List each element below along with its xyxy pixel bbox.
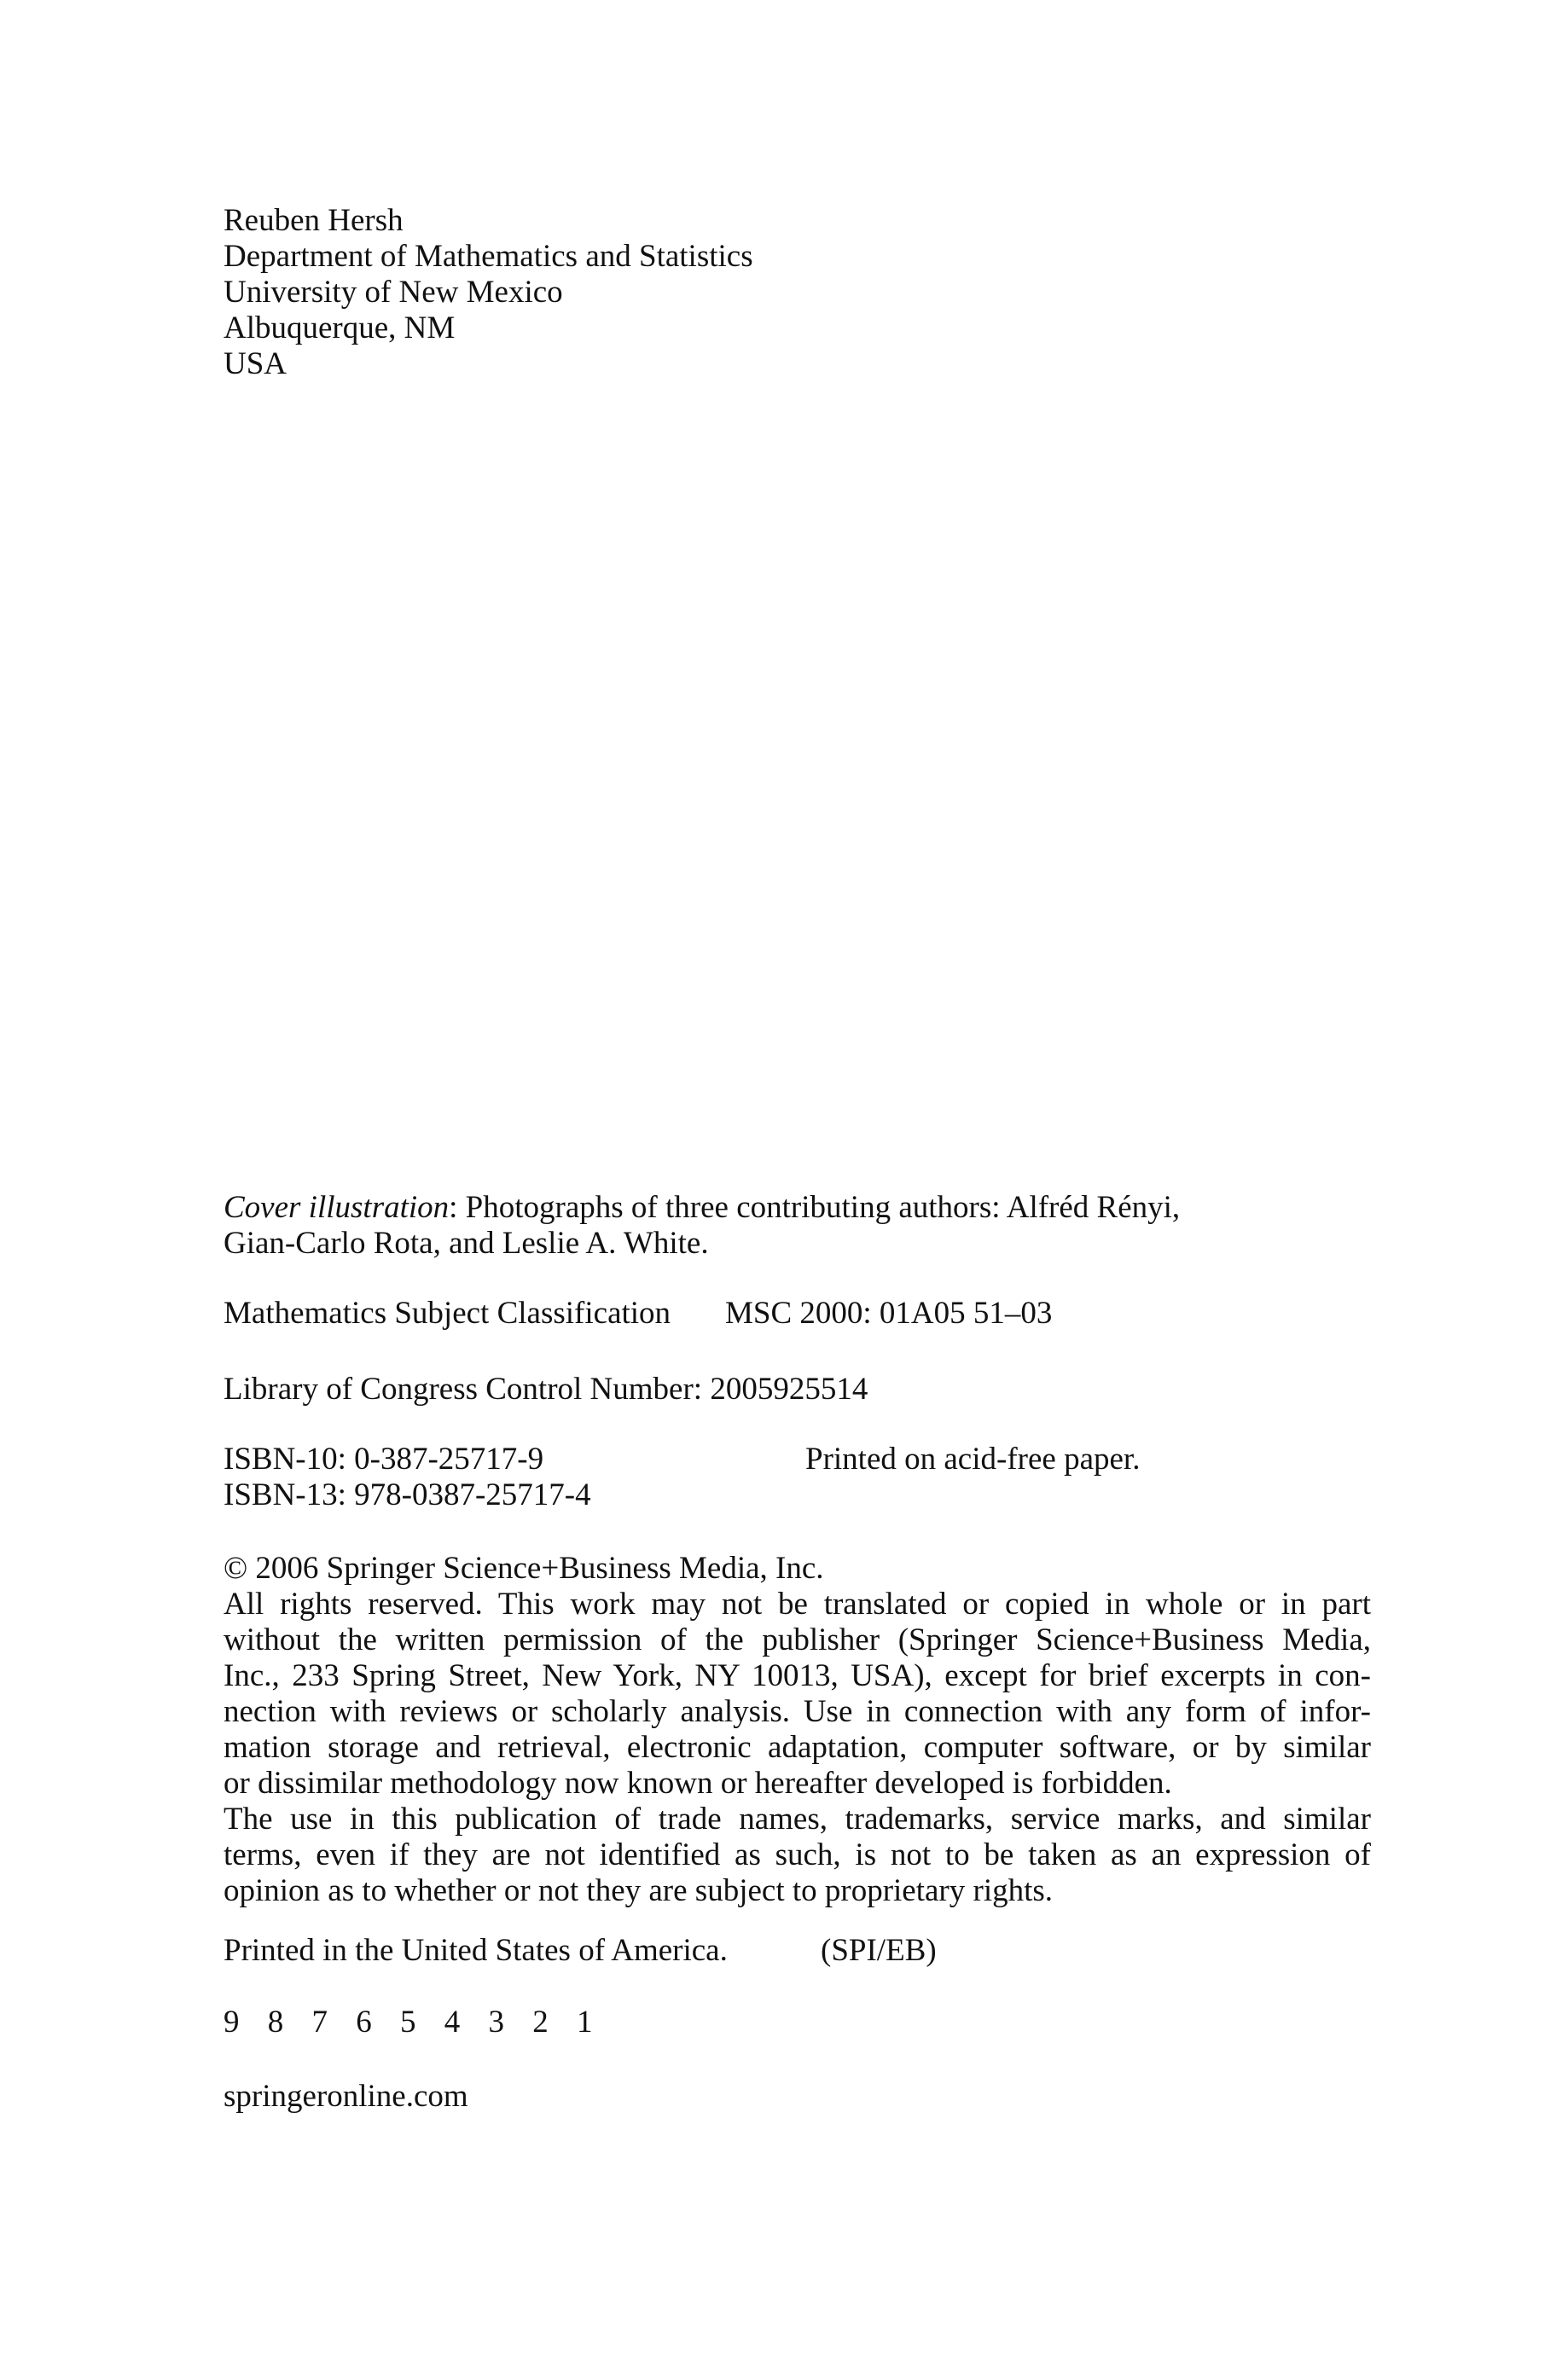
rights-line: nection with reviews or scholarly analysis. Use in connection with any form of infor-: [224, 1694, 1371, 1729]
author-city: Albuquerque, NM: [224, 311, 456, 345]
isbn-13: ISBN-13: 978-0387-25717-4: [224, 1477, 591, 1512]
publisher-website: [224, 2079, 1371, 2115]
author-department: Department of Mathematics and Statistics: [224, 239, 753, 274]
trademark-line-final: opinion as to whether or not they are subject to proprietary rights.: [224, 1873, 1054, 1908]
rights-line: Inc., 233 Spring Street, New York, NY 10013, USA), except for brief excerpts in con-: [224, 1658, 1371, 1693]
author-address: [224, 203, 1371, 382]
isbn-block: [224, 1442, 1371, 1513]
website-text: springeronline.com: [224, 2079, 468, 2114]
rights-line: without the written permission of the publisher (Springer Science+Business Media,: [224, 1622, 1371, 1657]
author-name: Reuben Hersh: [224, 203, 404, 238]
author-country: USA: [224, 346, 287, 381]
printer-code: (SPI/EB): [821, 1933, 937, 1968]
author-university: University of New Mexico: [224, 275, 563, 310]
msc-label: Mathematics Subject Classification: [224, 1296, 671, 1331]
printed-in: [224, 1933, 1371, 1969]
number-line-text: 9 8 7 6 5 4 3 2 1: [224, 2005, 603, 2040]
cover-label: Cover illustration: [224, 1190, 450, 1225]
rights-line: All rights reserved. This work may not be translated or copied in whole or in part: [224, 1587, 1371, 1622]
lccn-line: [224, 1372, 1371, 1407]
printing-number-line: [224, 2005, 1371, 2040]
copyright-line: © 2006 Springer Science+Business Media, Inc.: [224, 1551, 824, 1586]
printed-location: Printed in the United States of America.: [224, 1933, 728, 1968]
acid-free-note: Printed on acid-free paper.: [805, 1442, 1141, 1477]
subject-classification: [224, 1296, 1371, 1332]
trademark-line: terms, even if they are not identified as such, is not to be taken as an expression of: [224, 1837, 1371, 1872]
msc-value: MSC 2000: 01A05 51–03: [725, 1296, 1053, 1331]
cover-line-2: Gian-Carlo Rota, and Leslie A. White.: [224, 1226, 709, 1261]
cover-text-1: : Photographs of three contributing authors: Alfréd Rényi,: [449, 1190, 1181, 1225]
lccn-text: Library of Congress Control Number: 2005925514: [224, 1372, 868, 1407]
trademark-line: The use in this publication of trade names, trademarks, service marks, and similar: [224, 1802, 1371, 1837]
rights-line-final: or dissimilar methodology now known or hereafter developed is forbidden.: [224, 1766, 1172, 1801]
copyright-notice: [224, 1551, 1371, 1909]
cover-line-1: [224, 1190, 1371, 1226]
rights-line: mation storage and retrieval, electronic adaptation, computer software, or by similar: [224, 1730, 1371, 1765]
isbn-10: ISBN-10: 0-387-25717-9: [224, 1442, 544, 1477]
cover-illustration-note: [224, 1190, 1371, 1262]
